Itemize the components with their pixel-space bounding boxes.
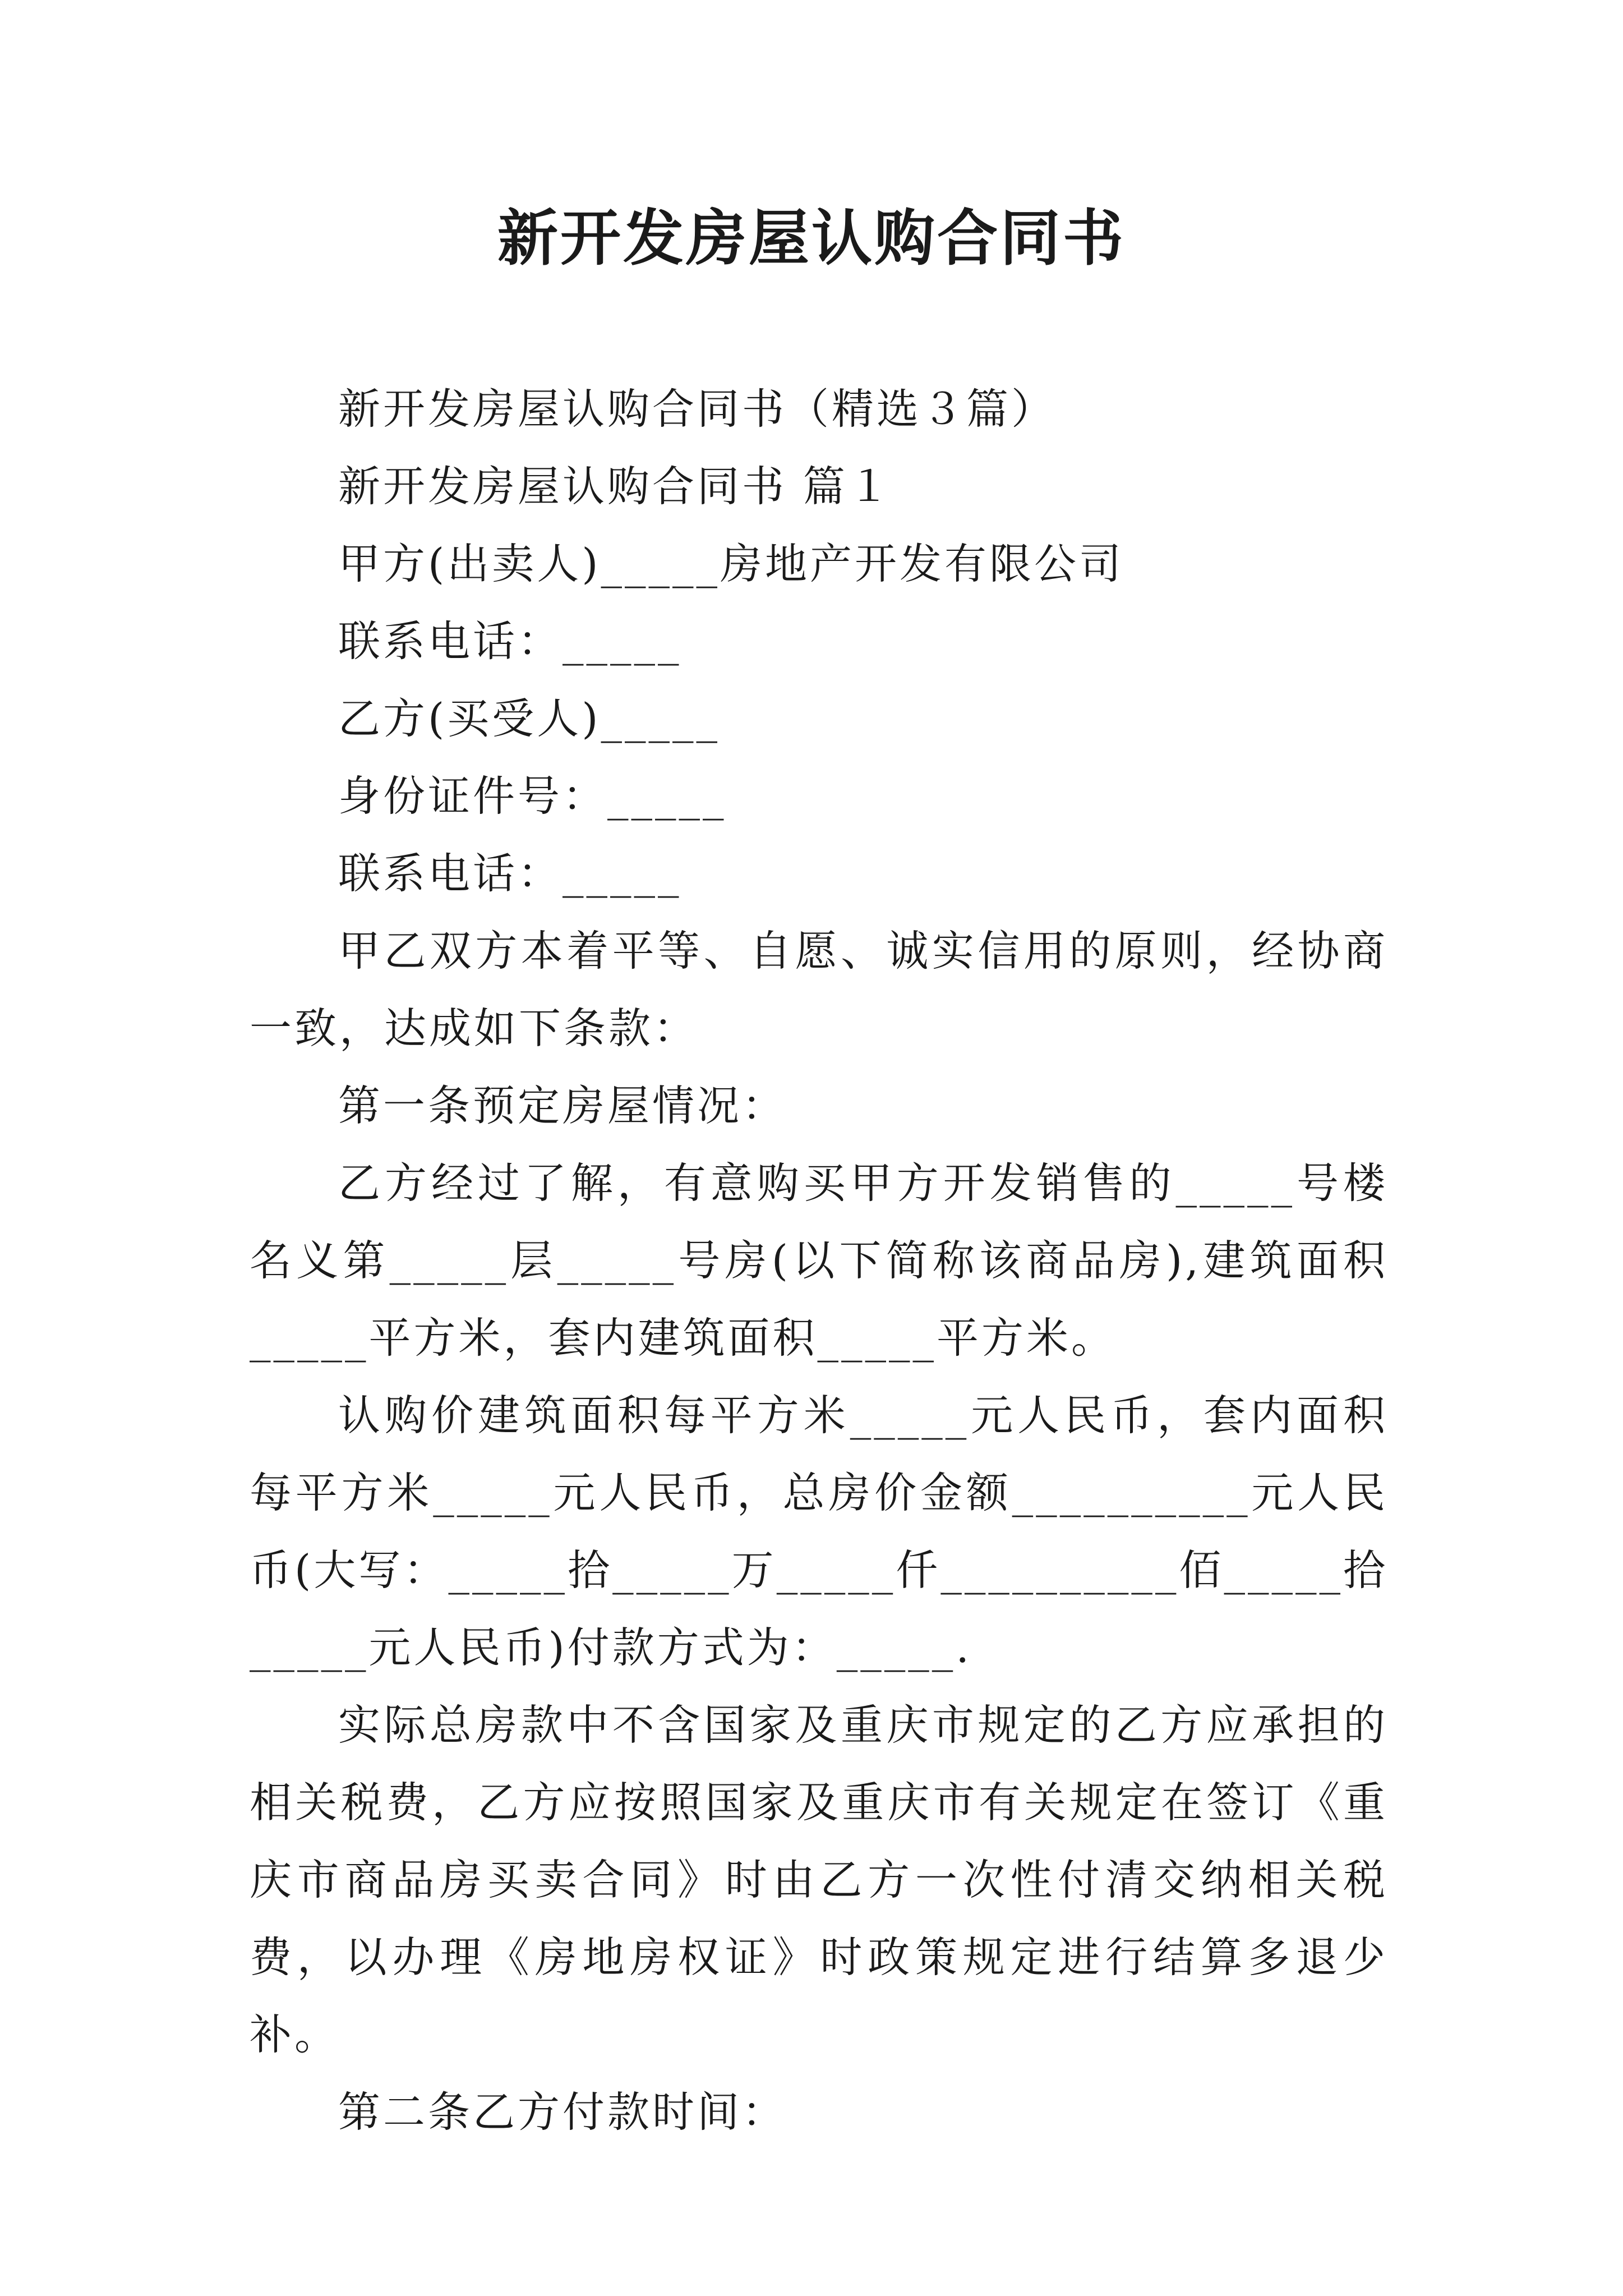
subtitle-selection: 新开发房屋认购合同书（精选３篇） [338, 384, 1057, 434]
section-heading: 新开发房屋认购合同书 篇１ [338, 462, 893, 511]
article-1-price-details: 认购价建筑面积每平方米_____元人民币，套内面积每平方米_____元人民币，总房价金额__________元人民币(大写：_____拾_____万_____仟__________佰_____拾_____元人民币)付款方式为：_____. [250, 1391, 1388, 1672]
party-a-phone: 联系电话：_____ [338, 616, 682, 666]
article-1-heading: 第一条预定房屋情况： [338, 1081, 787, 1130]
document-title: 新开发房屋认购合同书 [497, 203, 1126, 274]
article-1-tax-details: 实际总房款中不含国家及重庆市规定的乙方应承担的相关税费，乙方应按照国家及重庆市有关规定在签订《重庆市商品房买卖合同》时由乙方一次性付清交纳相关税费，以办理《房地房权证》时政策规定进行结算多退少补。 [250, 1700, 1388, 2059]
party-b-phone: 联系电话：_____ [338, 849, 682, 898]
article-2-heading: 第二条乙方付款时间： [338, 2087, 787, 2137]
preamble-paragraph: 甲乙双方本着平等、自愿、诚实信用的原则，经协商一致，达成如下条款： [250, 926, 1388, 1053]
party-b-id-number: 身份证件号：_____ [338, 771, 727, 821]
party-b-line: 乙方(买受人)_____ [338, 694, 721, 743]
document-body [250, 370, 1388, 2151]
article-1-property-details: 乙方经过了解，有意购买甲方开发销售的_____号楼名义第_____层_____号房(以下简称该商品房),建筑面积_____平方米，套内建筑面积_____平方米。 [250, 1158, 1388, 1363]
party-a-line: 甲方(出卖人)_____房地产开发有限公司 [338, 539, 1124, 588]
